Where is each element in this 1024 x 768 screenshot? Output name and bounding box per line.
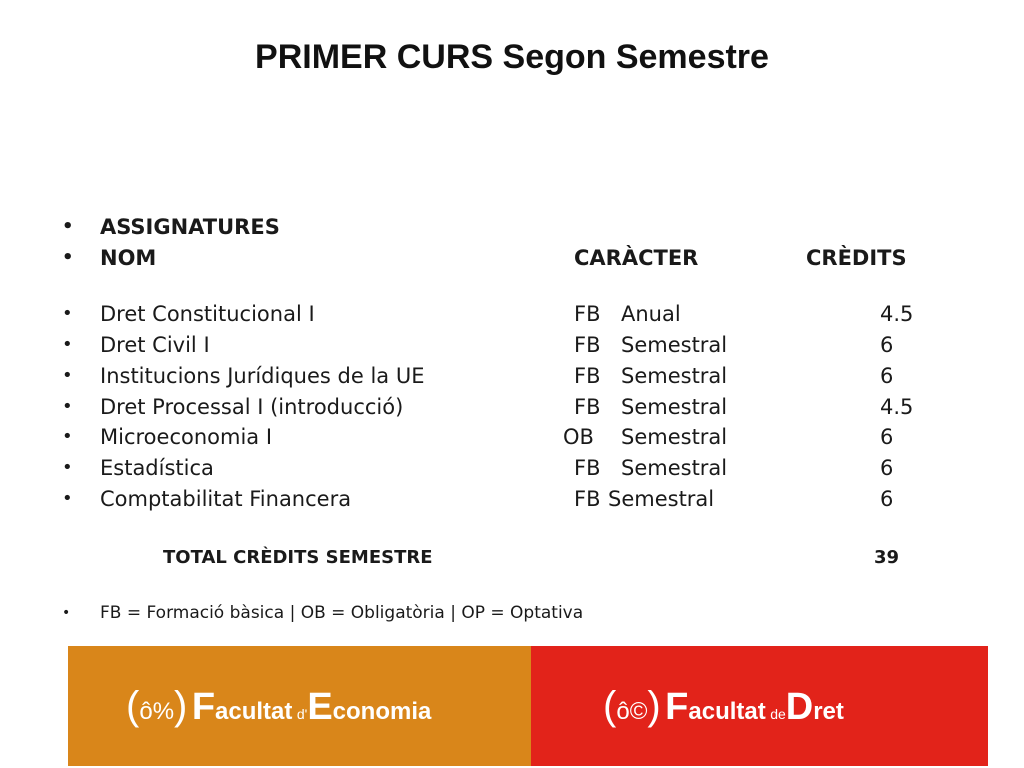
subject-period: Semestral bbox=[621, 456, 728, 480]
subject-period: Semestral bbox=[608, 487, 715, 511]
logo-paren: ( bbox=[603, 684, 617, 728]
logo-word: ret bbox=[813, 698, 844, 725]
subject-type: FB bbox=[574, 333, 601, 357]
subject-name: Comptabilitat Financera bbox=[100, 487, 352, 511]
bullet: • bbox=[62, 488, 73, 509]
subject-credits: 6 bbox=[880, 425, 894, 449]
logo-figure-icon: ô bbox=[616, 698, 630, 725]
logo-paren: ) bbox=[647, 684, 661, 728]
subject-row bbox=[0, 361, 1024, 391]
bullet: • bbox=[62, 365, 73, 386]
column-header-type: CARÀCTER bbox=[574, 246, 699, 270]
logo-paren: ) bbox=[174, 684, 188, 728]
section-heading-row bbox=[0, 212, 1024, 242]
logo-symbol: © bbox=[629, 698, 648, 725]
bullet: • bbox=[62, 457, 73, 478]
subject-period: Semestral bbox=[621, 395, 728, 419]
subject-name: Microeconomia I bbox=[100, 425, 273, 449]
footer-banner bbox=[68, 646, 988, 766]
column-header-credits: CRÈDITS bbox=[806, 246, 907, 270]
subject-credits: 6 bbox=[880, 364, 894, 388]
subject-type: FB bbox=[574, 364, 601, 388]
logo-joiner: de bbox=[770, 706, 786, 722]
page-title: PRIMER CURS Segon Semestre bbox=[255, 38, 769, 76]
bullet: • bbox=[62, 303, 73, 324]
dret-logo bbox=[603, 682, 844, 730]
subject-row bbox=[0, 453, 1024, 483]
bullet: • bbox=[62, 605, 71, 621]
subject-type: FB bbox=[574, 302, 601, 326]
logo-initial: F bbox=[665, 686, 689, 728]
economia-band bbox=[68, 646, 531, 766]
subject-type: FB bbox=[574, 456, 601, 480]
logo-word: acultat bbox=[215, 698, 293, 725]
economia-logo bbox=[126, 682, 431, 730]
subject-period: Semestral bbox=[621, 333, 728, 357]
total-label: TOTAL CRÈDITS SEMESTRE bbox=[163, 547, 433, 568]
logo-joiner: d' bbox=[296, 706, 308, 722]
subject-row bbox=[0, 484, 1024, 514]
subject-credits: 6 bbox=[880, 456, 894, 480]
subject-name: Institucions Jurídiques de la UE bbox=[100, 364, 425, 388]
bullet: • bbox=[62, 426, 73, 447]
subject-name: Estadística bbox=[100, 456, 214, 480]
logo-paren: ( bbox=[126, 684, 140, 728]
subject-row bbox=[0, 299, 1024, 329]
subject-name: Dret Civil I bbox=[100, 333, 210, 357]
subject-credits: 6 bbox=[880, 333, 894, 357]
subject-row bbox=[0, 392, 1024, 422]
bullet: • bbox=[62, 396, 73, 417]
legend-text: FB = Formació bàsica | OB = Obligatòria | OP = Optativa bbox=[100, 603, 584, 623]
bullet: • bbox=[62, 216, 74, 237]
logo-initial: E bbox=[307, 686, 333, 728]
logo-word: acultat bbox=[688, 698, 766, 725]
column-header-name: NOM bbox=[100, 246, 157, 270]
dret-band bbox=[531, 646, 988, 766]
subject-row bbox=[0, 422, 1024, 452]
subject-credits: 6 bbox=[880, 487, 894, 511]
bullet: • bbox=[62, 334, 73, 355]
subject-credits: 4.5 bbox=[880, 302, 914, 326]
bullet: • bbox=[62, 247, 74, 268]
subject-credits: 4.5 bbox=[880, 395, 914, 419]
subject-type: OB bbox=[563, 425, 594, 449]
logo-word: conomia bbox=[332, 698, 432, 725]
subject-period: Anual bbox=[621, 302, 681, 326]
subject-name: Dret Constitucional I bbox=[100, 302, 315, 326]
subject-period: Semestral bbox=[621, 425, 728, 449]
logo-initial: F bbox=[191, 686, 216, 728]
section-heading: ASSIGNATURES bbox=[100, 215, 280, 239]
subject-type: FB bbox=[574, 395, 601, 419]
legend-row bbox=[0, 598, 1024, 628]
logo-figure-icon: ô bbox=[139, 698, 153, 725]
logo-symbol: % bbox=[152, 698, 175, 725]
subject-name: Dret Processal I (introducció) bbox=[100, 395, 404, 419]
column-header-row bbox=[0, 243, 1024, 273]
subject-row bbox=[0, 330, 1024, 360]
logo-initial: D bbox=[785, 686, 814, 728]
total-row bbox=[0, 543, 1024, 573]
subject-period: Semestral bbox=[621, 364, 728, 388]
total-value: 39 bbox=[874, 547, 900, 568]
subject-type: FB bbox=[574, 487, 601, 511]
